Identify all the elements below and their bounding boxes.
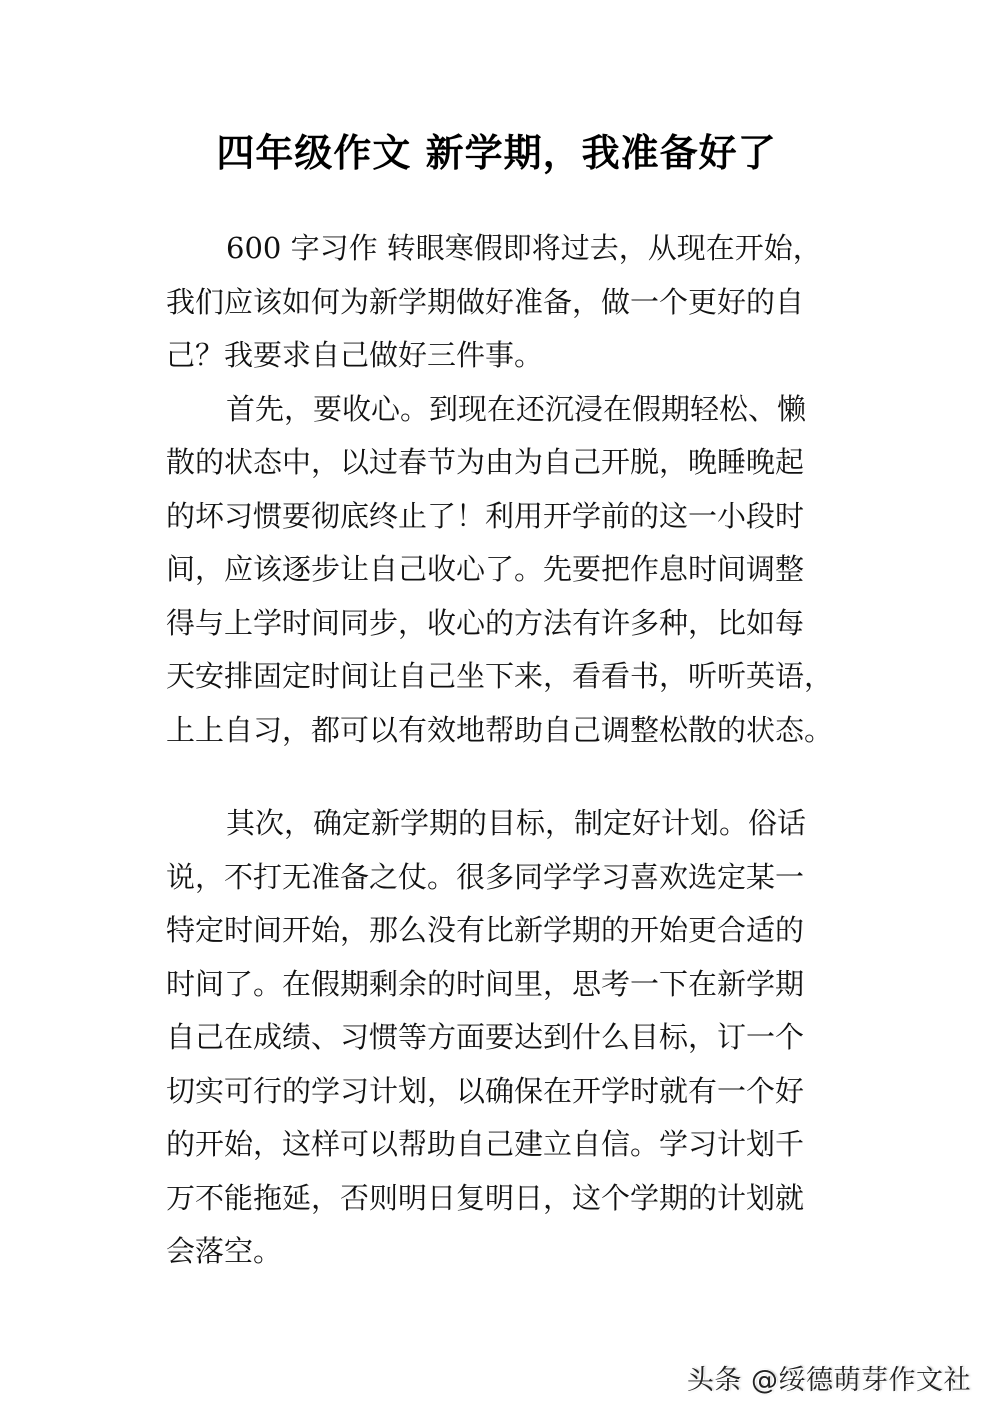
text-line: 的坏习惯要彻底终止了！利用开学前的这一小段时 <box>166 498 805 533</box>
text-line: 己？我要求自己做好三件事。 <box>166 338 544 372</box>
text-line: 说，不打无准备之仗。很多同学学习喜欢选定某一 <box>166 859 805 894</box>
text-line: 天安排固定时间让自己坐下来，看看书，听听英语， <box>166 659 834 693</box>
text-line: 我们应该如何为新学期做好准备，做一个更好的自 <box>166 284 805 319</box>
text-line: 其次，确定新学期的目标，制定好计划。俗话 <box>226 806 807 840</box>
text-line: 首先，要收心。到现在还沉浸在假期轻松、懒 <box>226 391 807 426</box>
paragraph-spacer <box>166 757 846 797</box>
text-line: 的开始，这样可以帮助自己建立自信。学习计划千 <box>166 1127 805 1161</box>
text-line: 时间了。在假期剩余的时间里，思考一下在新学期 <box>166 966 805 1001</box>
text-line: 特定时间开始，那么没有比新学期的开始更合适的 <box>166 913 805 947</box>
text-line: 自己在成绩、习惯等方面要达到什么目标，订一个 <box>166 1020 805 1054</box>
paragraph-second <box>166 797 846 1279</box>
essay-body <box>166 222 846 1279</box>
text-line: 600 字习作 转眼寒假即将过去，从现在开始， <box>226 231 822 265</box>
text-line: 会落空。 <box>166 1234 283 1268</box>
text-line: 切实可行的学习计划，以确保在开学时就有一个好 <box>166 1073 805 1108</box>
text-line: 万不能拖延，否则明日复明日，这个学期的计划就 <box>166 1180 805 1215</box>
source-watermark: 头条 @绥德萌芽作文社 <box>686 1365 971 1396</box>
text-line: 间，应该逐步让自己收心了。先要把作息时间调整 <box>166 552 805 586</box>
paragraph-intro <box>166 222 846 383</box>
text-line: 上上自习，都可以有效地帮助自己调整松散的状态。 <box>166 712 834 747</box>
paragraph-first <box>166 383 846 758</box>
text-line: 散的状态中，以过春节为由为自己开脱，晚睡晚起 <box>166 445 805 479</box>
text-line: 得与上学时间同步，收心的方法有许多种，比如每 <box>166 605 805 640</box>
page-title: 四年级作文 新学期，我准备好了 <box>216 131 777 175</box>
